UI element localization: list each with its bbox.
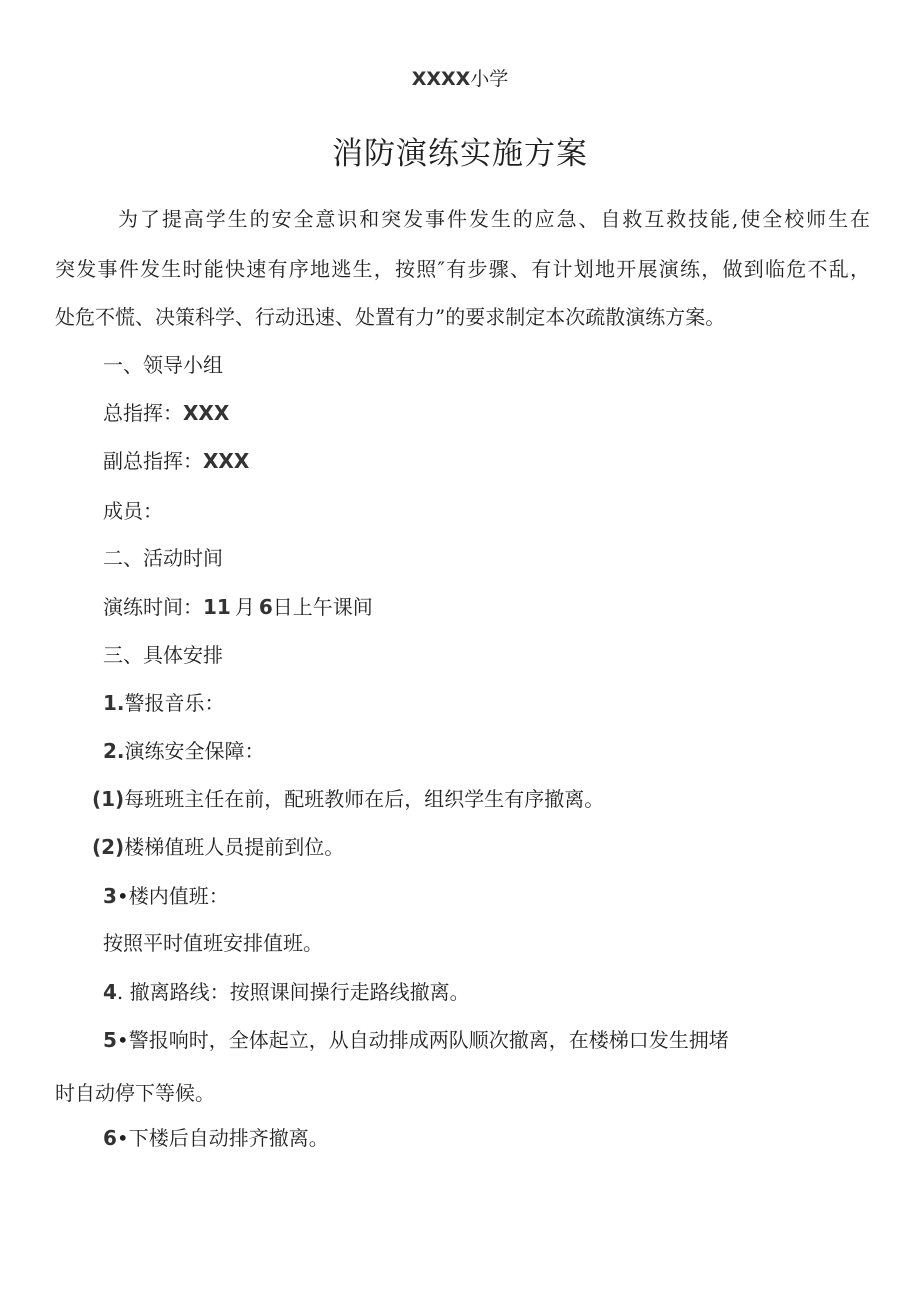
commander-value: XXX	[183, 401, 230, 425]
sub-item-2-text: 楼梯值班人员提前到位。	[124, 835, 345, 859]
item-2-number: 2.	[103, 739, 125, 763]
deputy-commander-label: 副总指挥：	[103, 449, 203, 473]
item-5-number: 5	[103, 1028, 117, 1052]
section-heading-time: 二、活动时间	[103, 546, 223, 570]
arrangement-sub-item-2	[92, 834, 344, 860]
school-name-code: XXXX	[411, 68, 471, 90]
arrangement-item-6	[103, 1125, 329, 1151]
item-6-number: 6	[103, 1126, 117, 1150]
item-6-text: •下楼后自动排齐撤离。	[116, 1126, 329, 1150]
arrangement-item-5	[103, 1027, 729, 1053]
item-2-text: 演练安全保障：	[124, 739, 265, 763]
arrangement-item-2	[103, 738, 265, 764]
deputy-commander-value: XXX	[203, 449, 250, 473]
item-5-text: •警报响时，全体起立，从自动排成两队顺次撤离，在楼梯口发生拥堵	[116, 1028, 729, 1052]
arrangement-item-1	[103, 690, 225, 716]
arrangement-sub-item-1	[92, 786, 604, 812]
sub-item-1-text: 每班班主任在前，配班教师在后，组织学生有序撤离。	[124, 787, 605, 811]
drill-month-number: 11	[203, 595, 231, 619]
drill-time-label: 演练时间：	[103, 595, 203, 619]
intro-line-2: 突发事件发生时能快速有序地逃生，按照″有步骤、有计划地开展演练，做到临危不乱，	[55, 257, 870, 281]
drill-day-rest: 日上午课间	[272, 595, 373, 619]
sub-item-2-number: (2)	[92, 835, 125, 859]
item-3-text: •楼内值班：	[116, 884, 229, 908]
intro-line-3: 处危不慌、决策科学、行动迅速、处置有力”的要求制定本次疏散演练方案。	[55, 305, 726, 329]
school-name	[0, 66, 920, 92]
item-5-continuation: 时自动停下等候。	[55, 1081, 215, 1105]
section-heading-arrangement: 三、具体安排	[103, 643, 223, 667]
commander-line	[103, 400, 229, 426]
document-title: 消防演练实施方案	[332, 136, 588, 172]
item-4-text: . 撤离路线：按照课间操行走路线撤离。	[116, 980, 470, 1004]
drill-month-char: 月	[234, 595, 255, 619]
item-1-text: 警报音乐：	[124, 691, 225, 715]
arrangement-item-4	[103, 979, 470, 1005]
section-heading-leadership: 一、领导小组	[103, 353, 223, 377]
drill-time-line	[103, 594, 373, 620]
item-1-number: 1.	[103, 691, 125, 715]
drill-day-number: 6	[258, 595, 273, 619]
item-3-number: 3	[103, 884, 117, 908]
school-name-suffix: 小学	[470, 68, 509, 90]
item-3-detail: 按照平时值班安排值班。	[103, 931, 323, 955]
deputy-commander-line	[103, 448, 249, 474]
arrangement-item-3	[103, 883, 229, 909]
item-4-number: 4	[103, 980, 117, 1004]
members-label: 成员：	[103, 499, 163, 523]
commander-label: 总指挥：	[103, 401, 183, 425]
sub-item-1-number: (1)	[92, 787, 125, 811]
intro-line-1: 为了提高学生的安全意识和突发事件发生的应急、自救互救技能,使全校师生在	[118, 207, 870, 231]
